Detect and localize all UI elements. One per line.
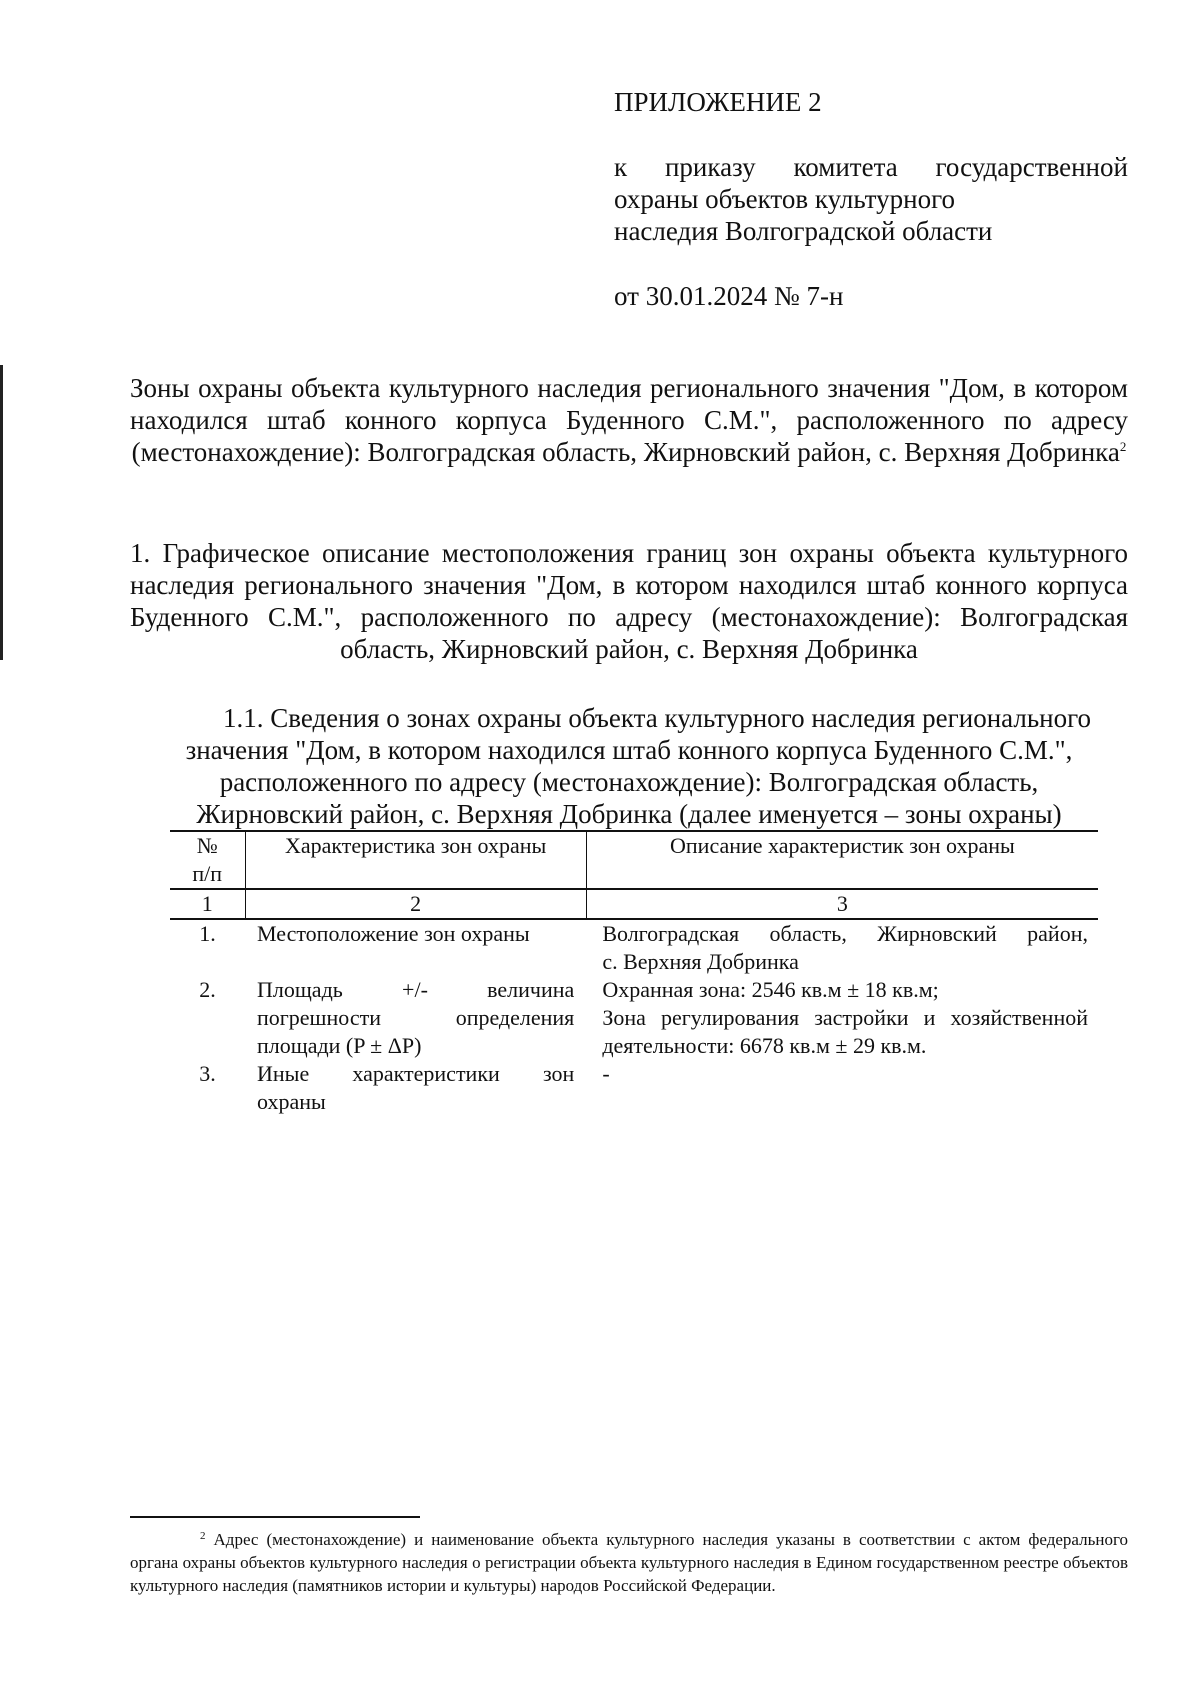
section-1-1-line-4: Жирновский район, с. Верхняя Добринка (далее именуется – зоны охраны) xyxy=(196,799,1062,829)
document-title xyxy=(130,372,1128,468)
header-number-line-2: п/п xyxy=(192,861,223,886)
footnote-marker: 2 xyxy=(200,1530,206,1542)
characteristic-word: определения xyxy=(455,1005,575,1030)
row-number: 2. xyxy=(199,977,216,1002)
characteristic-line: площади (P ± ΔP) xyxy=(257,1033,422,1058)
order-line-3: наследия Волгоградской области xyxy=(614,216,993,246)
characteristic-word: зон xyxy=(542,1061,575,1086)
characteristic-word: погрешности xyxy=(257,1005,381,1030)
header-characteristic: Характеристика зон охраны xyxy=(245,831,586,889)
appendix-header xyxy=(614,86,1128,312)
scan-edge-mark xyxy=(0,365,3,660)
table-row xyxy=(170,919,1098,976)
section-1-1-line-1: 1.1. Сведения о зонах охраны объекта культурного наследия регионального xyxy=(222,703,1092,733)
zones-table xyxy=(170,830,1098,1116)
description-line: Зона регулирования застройки и хозяйственной деятельности: 6678 кв.м ± 29 кв.м. xyxy=(602,1005,1088,1058)
order-line-1 xyxy=(614,151,1128,183)
characteristic-word: величина xyxy=(487,977,575,1002)
characteristic-word: Площадь xyxy=(257,977,343,1002)
characteristic-line xyxy=(257,1004,574,1032)
column-index: 2 xyxy=(245,889,586,919)
section-1-1-line-2: значения "Дом, в котором находился штаб конного корпуса Буденного С.М.", xyxy=(185,735,1073,765)
characteristic-line xyxy=(257,976,574,1004)
header-description: Описание характеристик зон охраны xyxy=(586,831,1098,889)
order-line-2: охраны объектов культурного xyxy=(614,184,955,214)
section-1-1-line-3: расположенного по адресу (местонахождение): Волгоградская область, xyxy=(219,767,1039,797)
header-number xyxy=(170,831,245,889)
characteristic-line: охраны xyxy=(257,1089,326,1114)
row-number: 3. xyxy=(199,1061,216,1086)
table-index-row xyxy=(170,889,1098,919)
description-line xyxy=(602,920,1088,948)
description-line: с. Верхняя Добринка xyxy=(602,949,799,974)
header-number-line-1: № xyxy=(196,833,218,858)
footnote xyxy=(130,1528,1128,1597)
description-word: Жирновский xyxy=(877,921,997,946)
description-word: область, xyxy=(769,921,847,946)
table-header-row xyxy=(170,831,1098,889)
footnote-divider xyxy=(130,1516,420,1518)
footnote-text: Адрес (местонахождение) и наименование объекта культурного наследия указаны в соответствии с актом федерального органа охраны объектов культурного наследия о регистрации объекта культурного наследия в Едином государственном реестре объектов культурного наследия (памятников истории и культуры) народов Российской Федерации. xyxy=(130,1530,1128,1595)
description-line: Охранная зона: 2546 кв.м ± 18 кв.м; xyxy=(602,977,939,1002)
appendix-title: ПРИЛОЖЕНИЕ 2 xyxy=(614,87,822,117)
characteristic-word: характеристики xyxy=(352,1061,500,1086)
column-index: 3 xyxy=(586,889,1098,919)
order-date: от 30.01.2024 № 7-н xyxy=(614,281,844,311)
table-row xyxy=(170,1060,1098,1116)
section-1-1-heading xyxy=(150,702,1108,830)
row-number: 1. xyxy=(199,921,216,946)
row-description xyxy=(586,976,1098,1060)
row-characteristic: Местоположение зон охраны xyxy=(257,921,530,946)
characteristic-line xyxy=(257,1060,574,1088)
row-characteristic xyxy=(245,1060,586,1116)
footnote-reference: 2 xyxy=(1119,439,1127,454)
row-description: - xyxy=(602,1061,610,1086)
order-word: комитета xyxy=(793,152,898,182)
description-word: район, xyxy=(1027,921,1088,946)
column-index: 1 xyxy=(170,889,245,919)
row-description xyxy=(586,919,1098,976)
description-word: Волгоградская xyxy=(602,921,740,946)
row-characteristic xyxy=(245,976,586,1060)
document-title-text: Зоны охраны объекта культурного наследия регионального значения "Дом, в котором находился штаб конного корпуса Буденного С.М.", расположенного по адресу (местонахождение): Волгоградская область, Жирновский район, с. Верхняя Добринка xyxy=(130,373,1128,467)
characteristic-word: Иные xyxy=(257,1061,310,1086)
order-word: государственной xyxy=(935,152,1128,182)
order-word: к xyxy=(614,152,628,182)
appendix-order-reference xyxy=(614,151,1128,247)
section-1-heading: 1. Графическое описание местоположения границ зон охраны объекта культурного наследия регионального значения "Дом, в котором находился штаб конного корпуса Буденного С.М.", расположенного по адресу (местонахождение): Волгоградская область, Жирновский район, с. Верхняя Добринка xyxy=(130,538,1128,664)
table-row xyxy=(170,976,1098,1060)
order-word: приказу xyxy=(664,152,756,182)
characteristic-word: +/- xyxy=(402,977,428,1002)
